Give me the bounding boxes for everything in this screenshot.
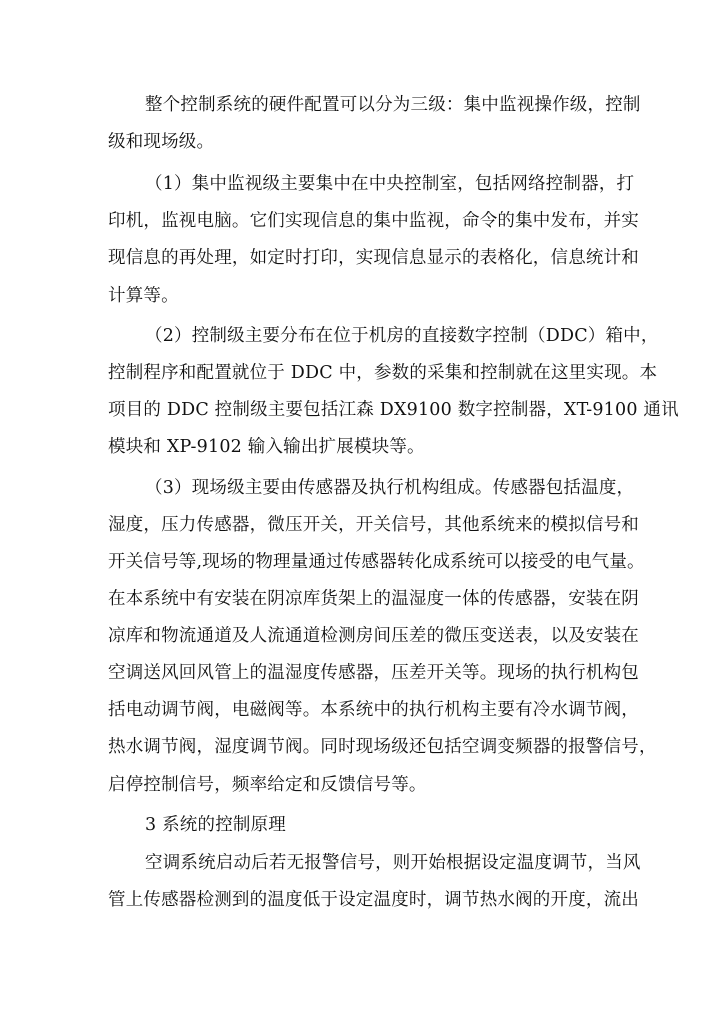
paragraph-level3-line-6: 空调送风回风管上的温湿度传感器，压差开关等。现场的执行机构包 [108,663,639,683]
paragraph-level2-line-1: （2）控制级主要分布在位于机房的直接数字控制（DDC）箱中， [145,326,659,346]
paragraph-level3-line-9: 启停控制信号，频率给定和反馈信号等。 [108,775,427,795]
paragraph-level3-line-8: 热水调节阀，湿度调节阀。同时现场级还包括空调变频器的报警信号， [108,737,657,757]
paragraph-level2-line-2: 控制程序和配置就位于 DDC 中，参数的采集和控制就在这里实现。本 [108,363,658,383]
paragraph-principle-line-2: 管上传感器检测到的温度低于设定温度时，调节热水阀的开度，流出 [108,890,639,910]
paragraph-level3-line-7: 括电动调节阀，电磁阀等。本系统中的执行机构主要有冷水调节阀， [108,700,639,720]
paragraph-level3-line-5: 凉库和物流通道及人流通道检测房间压差的微压变送表，以及安装在 [108,626,639,646]
paragraph-intro-line-1: 整个控制系统的硬件配置可以分为三级：集中监视操作级，控制 [145,95,641,115]
section-heading: 3 系统的控制原理 [145,815,286,835]
paragraph-level3-line-3: 开关信号等,现场的物理量通过传感器转化成系统可以接受的电气量。 [108,552,645,572]
paragraph-principle-line-1: 空调系统启动后若无报警信号，则开始根据设定温度调节，当风 [145,853,641,873]
paragraph-level3-line-4: 在本系统中有安装在阴凉库货架上的温湿度一体的传感器，安装在阴 [108,589,639,609]
paragraph-level2-line-3: 项目的 DDC 控制级主要包括江森 DX9100 数字控制器，XT-9100 通讯 [108,400,679,420]
paragraph-level1-line-4: 计算等。 [108,286,179,306]
paragraph-level1-line-2: 印机，监视电脑。它们实现信息的集中监视，命令的集中发布，并实 [108,211,639,231]
paragraph-level1-line-1: （1）集中监视级主要集中在中央控制室，包括网络控制器，打 [145,174,635,194]
paragraph-level1-line-3: 现信息的再处理，如定时打印，实现信息显示的表格化，信息统计和 [108,248,639,268]
paragraph-level3-line-2: 湿度，压力传感器，微压开关，开关信号，其他系统来的模拟信号和 [108,515,639,535]
paragraph-level3-line-1: （3）现场级主要由传感器及执行机构组成。传感器包括温度， [145,478,635,498]
paragraph-intro-line-2: 级和现场级。 [108,132,215,152]
paragraph-level2-line-4: 模块和 XP-9102 输入输出扩展模块等。 [108,437,425,457]
